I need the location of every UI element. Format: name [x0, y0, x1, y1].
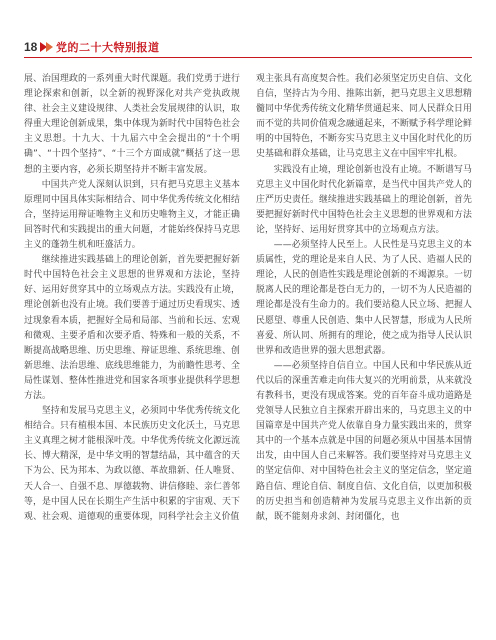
- page-header: [0, 0, 496, 64]
- paragraph: 实践没有止境，理论创新也没有止境。不断谱写马克思主义中国化时代化新篇章，是当代中国共产党人的庄严历史责任。继续推进实践基础上的理论创新，首先要把握好新时代中国特色社会主义思想的世界观和方法论，坚持好、运用好贯穿其中的立场观点方法。: [256, 164, 472, 235]
- paragraph: ——必须坚持人民至上。人民性是马克思主义的本质属性，党的理论是来自人民、为了人民、造福人民的理论，人民的创造性实践是理论创新的不竭源泉。一切脱离人民的理论都是苍白无力的，一切不为人民造福的理论都是没有生命力的。我们要站稳人民立场、把握人民愿望、尊重人民创造、集中人民智慧，形成为人民所喜爱、所认同、所拥有的理论，使之成为指导人民认识世界和改造世界的强大思想武器。: [256, 240, 472, 356]
- paragraph: 坚持和发展马克思主义，必须同中华优秀传统文化相结合。只有植根本国、本民族历史文化沃土，马克思主义真理之树才能根深叶茂。中华优秀传统文化源远流长、博大精深，是中华文明的智慧结晶，其中蕴含的天下为公、民为邦本、为政以德、革故鼎新、任人唯贤、天人合一、自强不息、厚德载物、讲信修睦、亲仁善邻等，是中国人民在长期生产生活中积累的宇宙观、天下观、社会观、道德观的重要体现，同科学社会主义价值: [24, 406, 240, 522]
- paragraph: 观主张具有高度契合性。我们必须坚定历史自信、文化自信，坚持古为今用、推陈出新，把马克思主义思想精髓同中华优秀传统文化精华贯通起来、同人民群众日用而不觉的共同价值观念融通起来，不断赋予科学理论鲜明的中国特色，不断夯实马克思主义中国化时代化的历史基础和群众基础，让马克思主义在中国牢牢扎根。: [256, 74, 472, 160]
- triangle-marker-icon: [46, 42, 53, 52]
- running-title: 党的二十大特别报道: [56, 41, 160, 54]
- right-column: [256, 72, 472, 632]
- paragraph: 继续推进实践基础上的理论创新，首先要把握好新时代中国特色社会主义思想的世界观和方法论，坚持好、运用好贯穿其中的立场观点方法。实践没有止境，理论创新也没有止境。我们要善于通过历史看现实、透过现象看本质，把握好全局和局部、当前和长远、宏观和微观、主要矛盾和次要矛盾、特殊和一般的关系，不断提高战略思维、历史思维、辩证思维、系统思维、创新思维、法治思维、底线思维能力，为前瞻性思考、全局性谋划、整体性推进党和国家各项事业提供科学思想方法。: [24, 255, 240, 401]
- header-rule: [24, 57, 472, 58]
- paragraph: ——必须坚持自信自立。中国人民和中华民族从近代以后的深重苦难走向伟大复兴的光明前景，从来就没有教科书，更没有现成答案。党的百年奋斗成功道路是党领导人民独立自主探索开辟出来的，马克思主义的中国篇章是中国共产党人依靠自身力量实践出来的，贯穿其中的一个基本点就是中国的问题必须从中国基本国情出发，由中国人自己来解答。我们要坚持对马克思主义的坚定信仰、对中国特色社会主义的坚定信念，坚定道路自信、理论自信、制度自信、文化自信，以更加积极的历史担当和创造精神为发展马克思主义作出新的贡献，既不能刻舟求剑、封闭僵化，也: [256, 360, 472, 522]
- page-number: 18: [24, 40, 38, 54]
- paragraph: 中国共产党人深刻认识到，只有把马克思主义基本原理同中国具体实际相结合、同中华优秀传统文化相结合，坚持运用辩证唯物主义和历史唯物主义，才能正确回答时代和实践提出的重大问题，才能始终保持马克思主义的蓬勃生机和旺盛活力。: [24, 179, 240, 251]
- paragraph: 展、治国理政的一系列重大时代课题。我们党勇于进行理论探索和创新，以全新的视野深化对共产党执政规律、社会主义建设规律、人类社会发展规律的认识，取得重大理论创新成果，集中体现为新时代中国特色社会主义思想。十九大、十九届六中全会提出的“十个明确”、“十四个坚持”、“十三个方面成就”概括了这一思想的主要内容，必须长期坚持并不断丰富发展。: [24, 74, 240, 175]
- left-column: [24, 72, 240, 632]
